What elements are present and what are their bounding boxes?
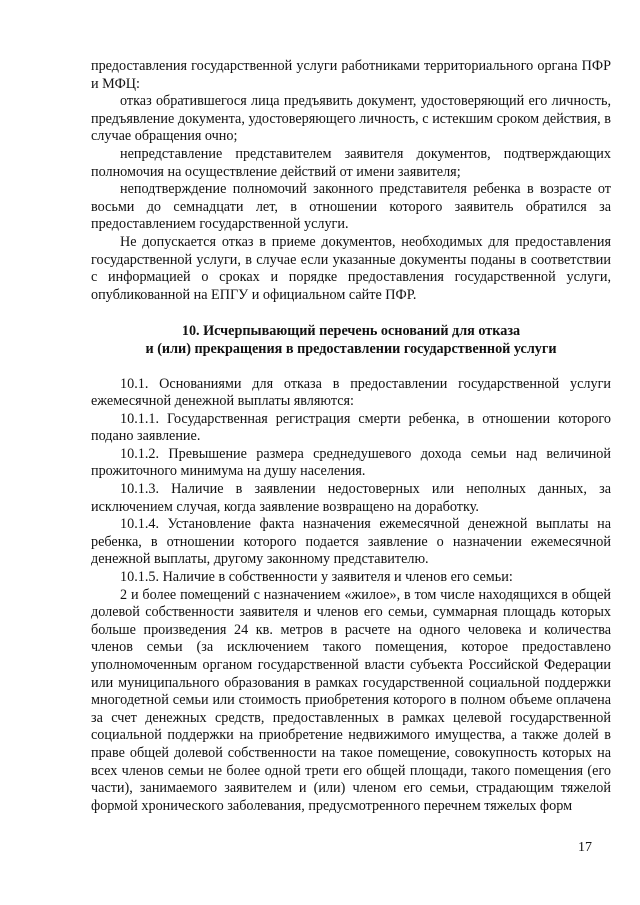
paragraph-10-1-3: 10.1.3. Наличие в заявлении недостоверных или неполных данных, за исключением случая, когда заявление возвращено на доработку. [91,481,611,515]
paragraph-10-1-1: 10.1.1. Государственная регистрация смерти ребенка, в отношении которого подано заявление. [91,410,611,445]
paragraph-10-1-2: 10.1.2. Превышение размера среднедушевого дохода семьи над величиной прожиточного минимума на душу населения. [91,445,611,480]
section-heading-line-1: 10. Исчерпывающий перечень оснований для отказа [181,323,521,340]
paragraph-10-1-5: 10.1.5. Наличие в собственности у заявителя и членов его семьи: [120,569,513,586]
paragraph-no-documents: непредставление представителем заявителя документов, подтверждающих полномочия на осуществление действий от имени заявителя; [91,145,611,180]
section-heading [91,323,611,358]
document-page [91,58,611,815]
section-heading-line-2: и (или) прекращения в предоставлении государственной услуги [145,340,557,357]
paragraph-not-allowed: Не допускается отказ в приеме документов, необходимых для предоставления государственной услуги, в случае если указанные документы поданы в соответствии с информацией о сроках и порядке предоставления государственной услуги, опубликованной на ЕПГУ и официальном сайте ПФР. [91,233,611,303]
paragraph-premises: 2 и более помещений с назначением «жилое», в том числе находящихся в общей долевой собственности заявителя и членов его семьи, суммарная площадь которых больше произведения 24 кв. метров в расчете на одного человека и количества членов семьи (за исключением такого помещения, которое предоставлено уполномоченным органом государственной власти субъекта Российской Федерации или муниципального образования в рамках государственной социальной поддержки многодетной семьи или стоимость приобретения которого в полном объеме оплачена за счет денежных средств, предоставленных в рамках целевой государственной социальной поддержки на приобретение недвижимого имущества, а также долей в праве общей долевой собственности на такое помещение, совокупность которых на всех членов семьи не более одной трети его общей площади, такого помещения (его части), занимаемого заявителем и (или) членом его семьи, страдающим тяжелой формой хронического заболевания, предусмотренного перечнем тяжелых форм [91,586,611,814]
paragraph-no-authority: неподтверждение полномочий законного представителя ребенка в возрасте от восьми до семнадцати лет, в отношении которого заявитель обратился за предоставлением государственной услуги. [91,181,611,233]
paragraph-10-1: 10.1. Основаниями для отказа в предоставлении государственной услуги ежемесячной денежной выплаты являются: [91,375,611,410]
paragraph-continuation: предоставления государственной услуги работниками территориального органа ПФР и МФЦ: [91,58,611,92]
page-number: 17 [578,840,592,855]
paragraph-10-1-4: 10.1.4. Установление факта назначения ежемесячной денежной выплаты на ребенка, в отношении которого подается заявление о назначении ежемесячной денежной выплаты, другому законному представителю. [91,516,611,568]
paragraph-refusal-id: отказ обратившегося лица предъявить документ, удостоверяющий его личность, предъявление документа, удостоверяющего личность, с истекшим сроком действия, в случае обращения очно; [91,93,611,145]
